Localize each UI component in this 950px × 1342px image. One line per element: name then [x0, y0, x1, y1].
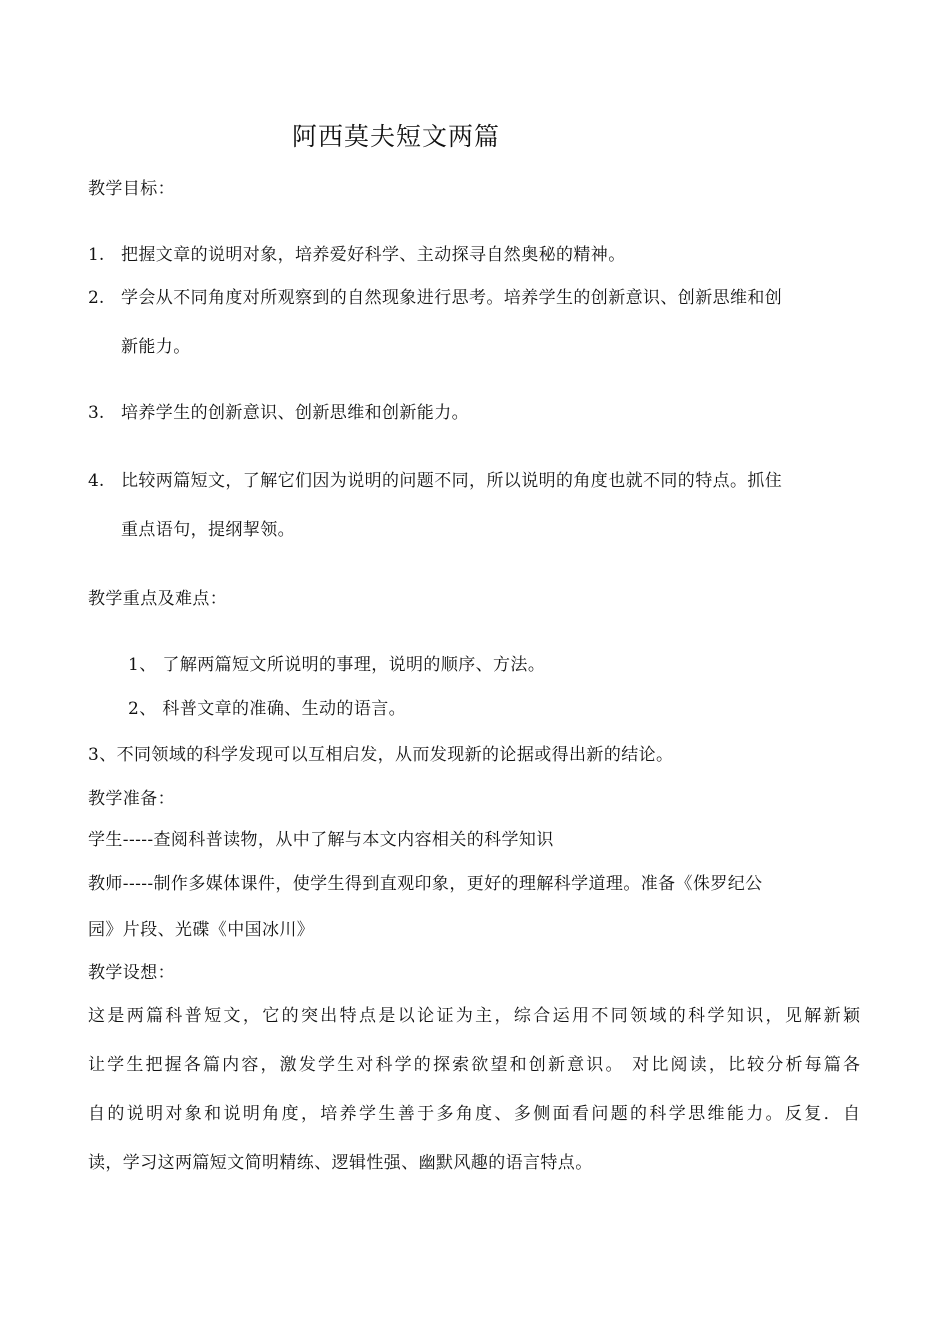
concept-heading: 教学设想： [88, 963, 175, 983]
key-point-3: 3、不同领域的科学发现可以互相启发，从而发现新的论据或得出新的结论。 [88, 745, 674, 765]
objective-2-text-line-2: 新能力。 [121, 337, 191, 357]
preparation-student: 学生-----查阅科普读物，从中了解与本文内容相关的科学知识 [88, 830, 554, 850]
objective-1-text: 把握文章的说明对象，培养爱好科学、主动探寻自然奥秘的精神。 [121, 245, 626, 265]
key-point-2: 2、 科普文章的准确、生动的语言。 [128, 699, 407, 719]
preparation-teacher-line-2: 园》片段、光碟《中国冰川》 [88, 920, 315, 940]
document-title: 阿西莫夫短文两篇 [292, 122, 501, 151]
key-points-heading: 教学重点及难点： [88, 589, 228, 609]
concept-line-1: 这是两篇科普短文，它的突出特点是以论证为主，综合运用不同领域的科学知识，见解新颖 [88, 1006, 860, 1026]
concept-line-3: 自的说明对象和说明角度，培养学生善于多角度、多侧面看问题的科学思维能力。反复．自 [88, 1104, 860, 1124]
objective-2-text-line-1: 学会从不同角度对所观察到的自然现象进行思考。培养学生的创新意识、创新思维和创 [121, 288, 783, 308]
objective-3-number: 3. [88, 403, 105, 423]
objective-4-text-line-2: 重点语句，提纲挈领。 [121, 520, 295, 540]
key-point-1: 1、 了解两篇短文所说明的事理，说明的顺序、方法。 [128, 655, 546, 675]
preparation-teacher-line-1: 教师-----制作多媒体课件，使学生得到直观印象，更好的理解科学道理。准备《侏罗纪公 [88, 874, 763, 894]
objective-4-number: 4. [88, 471, 105, 491]
objectives-heading: 教学目标： [88, 179, 175, 199]
objective-4-text-line-1: 比较两篇短文，了解它们因为说明的问题不同，所以说明的角度也就不同的特点。抓住 [121, 471, 783, 491]
concept-line-4: 读，学习这两篇短文简明精练、逻辑性强、幽默风趣的语言特点。 [88, 1153, 593, 1173]
objective-1-number: 1. [88, 245, 105, 265]
objective-2-number: 2. [88, 288, 105, 308]
concept-line-2: 让学生把握各篇内容，激发学生对科学的探索欲望和创新意识。 对比阅读，比较分析每篇各 [88, 1055, 860, 1075]
preparation-heading: 教学准备： [88, 789, 175, 809]
objective-3-text: 培养学生的创新意识、创新思维和创新能力。 [121, 403, 469, 423]
